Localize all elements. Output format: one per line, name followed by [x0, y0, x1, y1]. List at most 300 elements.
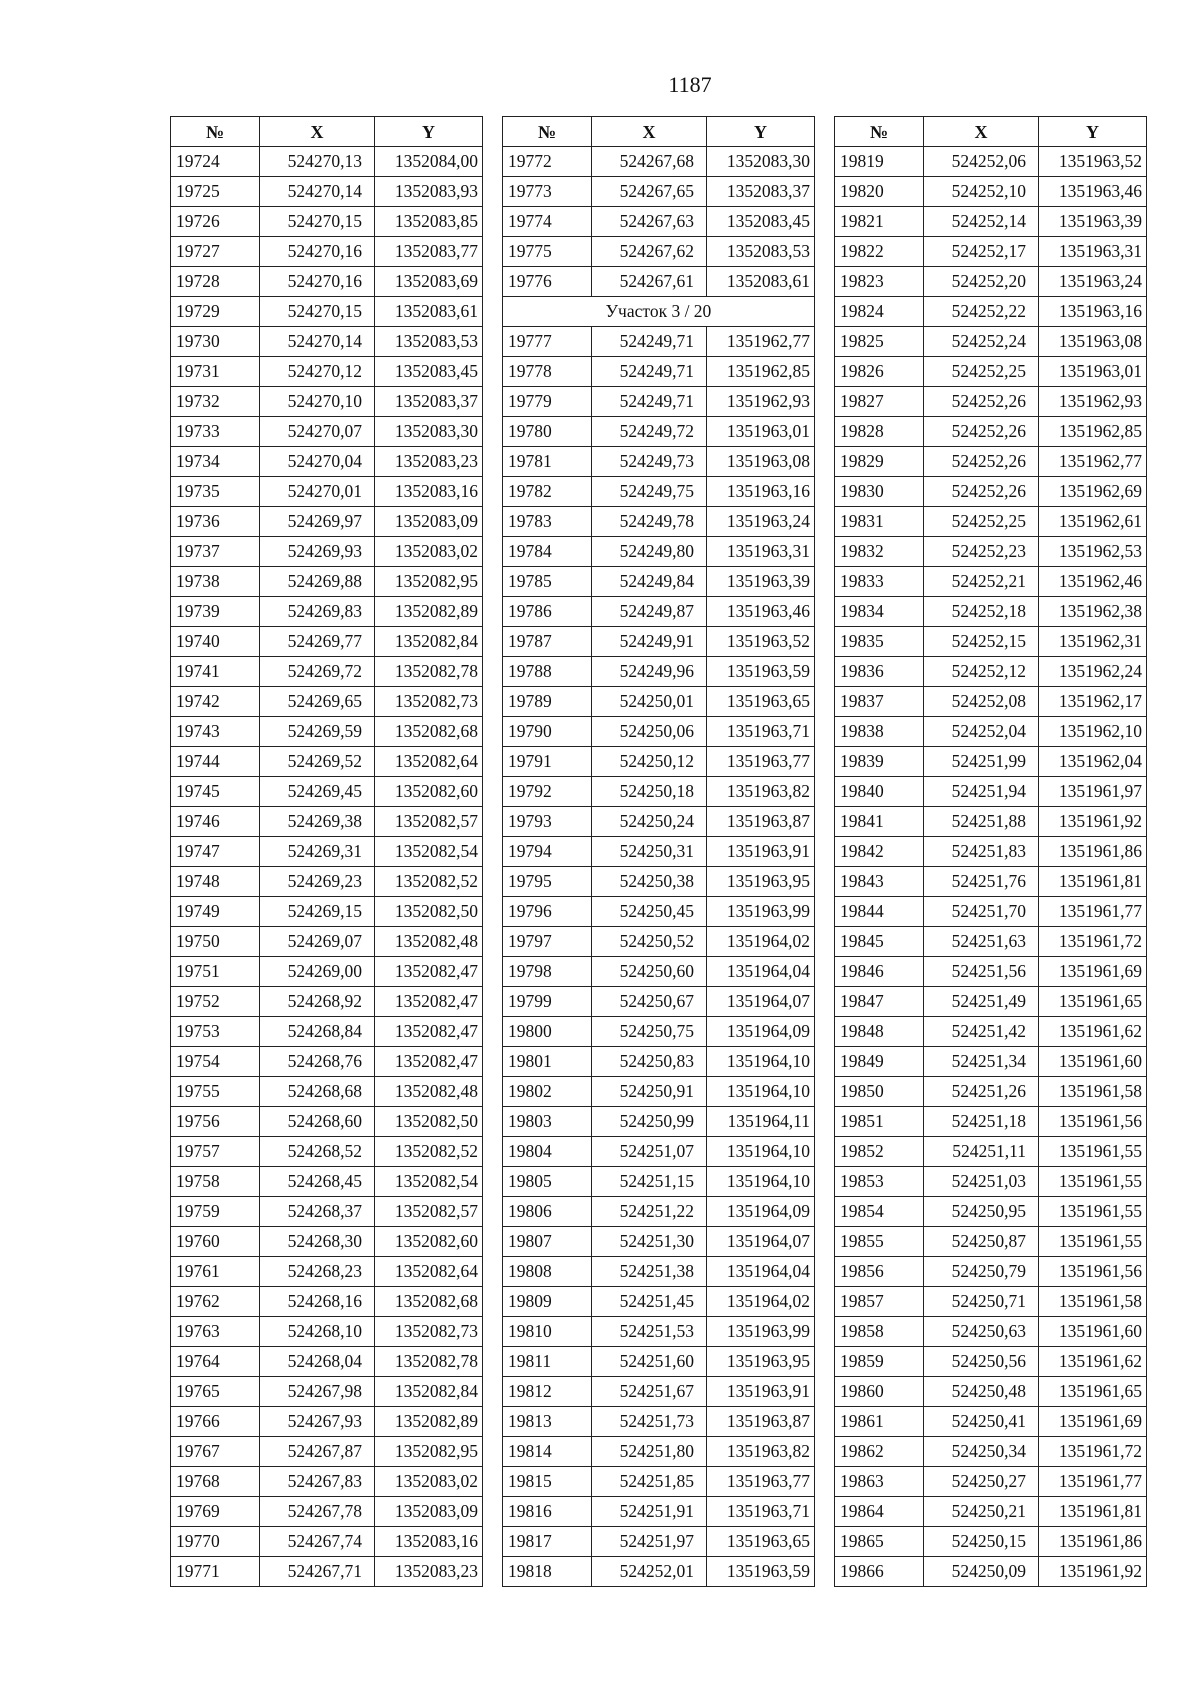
x-coordinate-cell: 524250,95	[924, 1197, 1039, 1227]
y-coordinate-cell: 1351961,81	[1039, 867, 1147, 897]
y-coordinate-cell: 1351961,55	[1039, 1167, 1147, 1197]
table-row	[835, 1317, 1147, 1347]
x-coordinate-cell: 524251,49	[924, 987, 1039, 1017]
x-coordinate-cell: 524267,62	[592, 237, 707, 267]
point-number-cell: 19805	[503, 1167, 592, 1197]
table-row	[503, 1107, 815, 1137]
table-row	[171, 1257, 483, 1287]
table-row	[503, 777, 815, 807]
point-number-cell: 19843	[835, 867, 924, 897]
x-coordinate-cell: 524251,18	[924, 1107, 1039, 1137]
x-coordinate-cell: 524270,04	[260, 447, 375, 477]
x-coordinate-cell: 524267,87	[260, 1437, 375, 1467]
table-row	[503, 507, 815, 537]
table-row	[171, 957, 483, 987]
point-number-cell: 19735	[171, 477, 260, 507]
y-coordinate-cell: 1351963,95	[707, 867, 815, 897]
point-number-cell: 19743	[171, 717, 260, 747]
point-number-cell: 19731	[171, 357, 260, 387]
y-coordinate-cell: 1351963,95	[707, 1347, 815, 1377]
y-coordinate-cell: 1351963,39	[707, 567, 815, 597]
point-number-cell: 19824	[835, 297, 924, 327]
y-coordinate-cell: 1352082,54	[375, 837, 483, 867]
x-coordinate-cell: 524250,79	[924, 1257, 1039, 1287]
y-coordinate-cell: 1351961,69	[1039, 1407, 1147, 1437]
table-row	[835, 1437, 1147, 1467]
point-number-cell: 19845	[835, 927, 924, 957]
point-number-cell: 19773	[503, 177, 592, 207]
x-coordinate-cell: 524250,12	[592, 747, 707, 777]
y-coordinate-cell: 1351961,56	[1039, 1257, 1147, 1287]
table-row	[503, 237, 815, 267]
x-coordinate-cell: 524250,60	[592, 957, 707, 987]
y-coordinate-cell: 1351961,69	[1039, 957, 1147, 987]
point-number-cell: 19849	[835, 1047, 924, 1077]
table-row	[835, 1527, 1147, 1557]
table-row	[503, 267, 815, 297]
x-coordinate-cell: 524252,10	[924, 177, 1039, 207]
point-number-cell: 19793	[503, 807, 592, 837]
table-row	[171, 177, 483, 207]
x-coordinate-cell: 524269,00	[260, 957, 375, 987]
y-coordinate-cell: 1351964,09	[707, 1017, 815, 1047]
table-row	[171, 297, 483, 327]
y-coordinate-cell: 1352083,30	[375, 417, 483, 447]
y-coordinate-cell: 1351964,07	[707, 987, 815, 1017]
y-coordinate-cell: 1351964,10	[707, 1047, 815, 1077]
table-row	[835, 1497, 1147, 1527]
x-coordinate-cell: 524250,09	[924, 1557, 1039, 1587]
table-row	[835, 447, 1147, 477]
x-coordinate-cell: 524250,45	[592, 897, 707, 927]
point-number-cell: 19755	[171, 1077, 260, 1107]
point-number-cell: 19828	[835, 417, 924, 447]
y-coordinate-cell: 1351963,46	[707, 597, 815, 627]
point-number-cell: 19738	[171, 567, 260, 597]
point-number-cell: 19780	[503, 417, 592, 447]
y-coordinate-cell: 1351961,60	[1039, 1317, 1147, 1347]
y-coordinate-cell: 1351962,31	[1039, 627, 1147, 657]
x-coordinate-cell: 524250,34	[924, 1437, 1039, 1467]
table-row	[503, 897, 815, 927]
x-coordinate-cell: 524250,48	[924, 1377, 1039, 1407]
y-coordinate-cell: 1351963,77	[707, 1467, 815, 1497]
point-number-cell: 19835	[835, 627, 924, 657]
y-coordinate-cell: 1352083,61	[375, 297, 483, 327]
y-coordinate-cell: 1352082,57	[375, 807, 483, 837]
point-number-cell: 19762	[171, 1287, 260, 1317]
x-coordinate-cell: 524251,76	[924, 867, 1039, 897]
x-coordinate-cell: 524270,13	[260, 147, 375, 177]
point-number-cell: 19784	[503, 537, 592, 567]
x-coordinate-cell: 524270,12	[260, 357, 375, 387]
y-coordinate-cell: 1351964,10	[707, 1137, 815, 1167]
x-coordinate-cell: 524252,08	[924, 687, 1039, 717]
y-coordinate-cell: 1351963,65	[707, 687, 815, 717]
x-coordinate-cell: 524249,91	[592, 627, 707, 657]
x-coordinate-cell: 524269,83	[260, 597, 375, 627]
y-coordinate-cell: 1351964,09	[707, 1197, 815, 1227]
table-row	[835, 327, 1147, 357]
table-row	[503, 1137, 815, 1167]
x-coordinate-cell: 524249,78	[592, 507, 707, 537]
y-coordinate-cell: 1352082,50	[375, 897, 483, 927]
x-coordinate-cell: 524252,26	[924, 417, 1039, 447]
x-coordinate-cell: 524250,67	[592, 987, 707, 1017]
point-number-cell: 19789	[503, 687, 592, 717]
column-header-y: Y	[375, 117, 483, 147]
point-number-cell: 19767	[171, 1437, 260, 1467]
table-row	[503, 1467, 815, 1497]
table-row	[503, 867, 815, 897]
x-coordinate-cell: 524270,16	[260, 237, 375, 267]
point-number-cell: 19839	[835, 747, 924, 777]
point-number-cell: 19806	[503, 1197, 592, 1227]
point-number-cell: 19751	[171, 957, 260, 987]
table-row	[503, 207, 815, 237]
point-number-cell: 19787	[503, 627, 592, 657]
y-coordinate-cell: 1352084,00	[375, 147, 483, 177]
y-coordinate-cell: 1352083,37	[707, 177, 815, 207]
x-coordinate-cell: 524249,80	[592, 537, 707, 567]
point-number-cell: 19848	[835, 1017, 924, 1047]
x-coordinate-cell: 524252,22	[924, 297, 1039, 327]
x-coordinate-cell: 524270,10	[260, 387, 375, 417]
x-coordinate-cell: 524269,07	[260, 927, 375, 957]
point-number-cell: 19765	[171, 1377, 260, 1407]
table-row	[503, 1437, 815, 1467]
table-row	[835, 657, 1147, 687]
x-coordinate-cell: 524268,23	[260, 1257, 375, 1287]
y-coordinate-cell: 1351962,77	[707, 327, 815, 357]
x-coordinate-cell: 524251,34	[924, 1047, 1039, 1077]
x-coordinate-cell: 524251,83	[924, 837, 1039, 867]
point-number-cell: 19826	[835, 357, 924, 387]
table-row	[503, 477, 815, 507]
y-coordinate-cell: 1352082,48	[375, 927, 483, 957]
x-coordinate-cell: 524252,24	[924, 327, 1039, 357]
y-coordinate-cell: 1351963,87	[707, 807, 815, 837]
x-coordinate-cell: 524252,20	[924, 267, 1039, 297]
table-row	[503, 447, 815, 477]
y-coordinate-cell: 1352083,45	[707, 207, 815, 237]
table-row	[171, 507, 483, 537]
x-coordinate-cell: 524267,61	[592, 267, 707, 297]
x-coordinate-cell: 524270,16	[260, 267, 375, 297]
x-coordinate-cell: 524251,99	[924, 747, 1039, 777]
table-row	[171, 777, 483, 807]
point-number-cell: 19760	[171, 1227, 260, 1257]
y-coordinate-cell: 1352083,77	[375, 237, 483, 267]
section-row	[503, 297, 815, 327]
x-coordinate-cell: 524251,63	[924, 927, 1039, 957]
x-coordinate-cell: 524250,87	[924, 1227, 1039, 1257]
column-header-y: Y	[1039, 117, 1147, 147]
point-number-cell: 19847	[835, 987, 924, 1017]
point-number-cell: 19830	[835, 477, 924, 507]
table-row	[171, 1557, 483, 1587]
point-number-cell: 19852	[835, 1137, 924, 1167]
table-row	[503, 1347, 815, 1377]
y-coordinate-cell: 1351964,02	[707, 927, 815, 957]
y-coordinate-cell: 1351963,99	[707, 1317, 815, 1347]
table-row	[171, 1077, 483, 1107]
x-coordinate-cell: 524251,97	[592, 1527, 707, 1557]
point-number-cell: 19739	[171, 597, 260, 627]
point-number-cell: 19764	[171, 1347, 260, 1377]
x-coordinate-cell: 524251,88	[924, 807, 1039, 837]
y-coordinate-cell: 1351961,55	[1039, 1197, 1147, 1227]
y-coordinate-cell: 1351963,01	[707, 417, 815, 447]
table-row	[171, 747, 483, 777]
y-coordinate-cell: 1352082,60	[375, 1227, 483, 1257]
y-coordinate-cell: 1352083,09	[375, 1497, 483, 1527]
x-coordinate-cell: 524250,41	[924, 1407, 1039, 1437]
y-coordinate-cell: 1351961,58	[1039, 1287, 1147, 1317]
point-number-cell: 19840	[835, 777, 924, 807]
x-coordinate-cell: 524251,53	[592, 1317, 707, 1347]
y-coordinate-cell: 1351961,55	[1039, 1137, 1147, 1167]
y-coordinate-cell: 1352082,68	[375, 717, 483, 747]
y-coordinate-cell: 1352083,16	[375, 1527, 483, 1557]
x-coordinate-cell: 524268,04	[260, 1347, 375, 1377]
x-coordinate-cell: 524250,21	[924, 1497, 1039, 1527]
x-coordinate-cell: 524250,83	[592, 1047, 707, 1077]
point-number-cell: 19797	[503, 927, 592, 957]
table-row	[835, 1407, 1147, 1437]
point-number-cell: 19862	[835, 1437, 924, 1467]
x-coordinate-cell: 524251,56	[924, 957, 1039, 987]
y-coordinate-cell: 1351963,01	[1039, 357, 1147, 387]
point-number-cell: 19837	[835, 687, 924, 717]
point-number-cell: 19812	[503, 1377, 592, 1407]
point-number-cell: 19777	[503, 327, 592, 357]
x-coordinate-cell: 524249,71	[592, 387, 707, 417]
point-number-cell: 19825	[835, 327, 924, 357]
table-row	[835, 777, 1147, 807]
table-row	[171, 1467, 483, 1497]
y-coordinate-cell: 1352082,89	[375, 597, 483, 627]
table-row	[503, 1227, 815, 1257]
y-coordinate-cell: 1352082,47	[375, 987, 483, 1017]
y-coordinate-cell: 1351964,02	[707, 1287, 815, 1317]
table-row	[835, 597, 1147, 627]
y-coordinate-cell: 1352082,89	[375, 1407, 483, 1437]
x-coordinate-cell: 524268,45	[260, 1167, 375, 1197]
point-number-cell: 19854	[835, 1197, 924, 1227]
x-coordinate-cell: 524251,42	[924, 1017, 1039, 1047]
x-coordinate-cell: 524250,06	[592, 717, 707, 747]
table-row	[171, 207, 483, 237]
x-coordinate-cell: 524250,01	[592, 687, 707, 717]
y-coordinate-cell: 1352082,95	[375, 567, 483, 597]
table-row	[835, 417, 1147, 447]
point-number-cell: 19850	[835, 1077, 924, 1107]
table-row	[835, 1137, 1147, 1167]
x-coordinate-cell: 524252,12	[924, 657, 1039, 687]
point-number-cell: 19858	[835, 1317, 924, 1347]
x-coordinate-cell: 524270,14	[260, 177, 375, 207]
column-header-number: №	[835, 117, 924, 147]
y-coordinate-cell: 1351961,77	[1039, 897, 1147, 927]
point-number-cell: 19778	[503, 357, 592, 387]
table-row	[171, 807, 483, 837]
table-row	[171, 1347, 483, 1377]
point-number-cell: 19728	[171, 267, 260, 297]
table-row	[503, 417, 815, 447]
table-row	[835, 627, 1147, 657]
y-coordinate-cell: 1352083,93	[375, 177, 483, 207]
table-row	[835, 1467, 1147, 1497]
table-row	[835, 1377, 1147, 1407]
point-number-cell: 19796	[503, 897, 592, 927]
table-row	[171, 567, 483, 597]
column-header-y: Y	[707, 117, 815, 147]
y-coordinate-cell: 1351962,24	[1039, 657, 1147, 687]
y-coordinate-cell: 1351962,53	[1039, 537, 1147, 567]
y-coordinate-cell: 1351963,08	[1039, 327, 1147, 357]
y-coordinate-cell: 1351962,93	[1039, 387, 1147, 417]
x-coordinate-cell: 524251,73	[592, 1407, 707, 1437]
table-row	[503, 1317, 815, 1347]
table-row	[171, 927, 483, 957]
table-row	[835, 1107, 1147, 1137]
y-coordinate-cell: 1351962,38	[1039, 597, 1147, 627]
y-coordinate-cell: 1351963,87	[707, 1407, 815, 1437]
y-coordinate-cell: 1351964,04	[707, 1257, 815, 1287]
point-number-cell: 19855	[835, 1227, 924, 1257]
x-coordinate-cell: 524269,97	[260, 507, 375, 537]
point-number-cell: 19745	[171, 777, 260, 807]
table-row	[171, 837, 483, 867]
y-coordinate-cell: 1352083,61	[707, 267, 815, 297]
point-number-cell: 19818	[503, 1557, 592, 1587]
table-row	[835, 207, 1147, 237]
coordinates-table-3	[834, 116, 1147, 1587]
table-row	[503, 747, 815, 777]
coordinates-table-1	[170, 116, 483, 1587]
point-number-cell: 19788	[503, 657, 592, 687]
point-number-cell: 19863	[835, 1467, 924, 1497]
y-coordinate-cell: 1351964,10	[707, 1077, 815, 1107]
table-row	[503, 1197, 815, 1227]
y-coordinate-cell: 1351963,71	[707, 717, 815, 747]
x-coordinate-cell: 524249,75	[592, 477, 707, 507]
point-number-cell: 19833	[835, 567, 924, 597]
x-coordinate-cell: 524252,01	[592, 1557, 707, 1587]
y-coordinate-cell: 1351961,56	[1039, 1107, 1147, 1137]
y-coordinate-cell: 1351961,97	[1039, 777, 1147, 807]
column-header-number: №	[503, 117, 592, 147]
point-number-cell: 19800	[503, 1017, 592, 1047]
point-number-cell: 19753	[171, 1017, 260, 1047]
y-coordinate-cell: 1352082,48	[375, 1077, 483, 1107]
x-coordinate-cell: 524267,63	[592, 207, 707, 237]
point-number-cell: 19820	[835, 177, 924, 207]
x-coordinate-cell: 524251,38	[592, 1257, 707, 1287]
x-coordinate-cell: 524249,73	[592, 447, 707, 477]
x-coordinate-cell: 524268,10	[260, 1317, 375, 1347]
table-row	[503, 1017, 815, 1047]
y-coordinate-cell: 1351963,08	[707, 447, 815, 477]
point-number-cell: 19785	[503, 567, 592, 597]
table-row	[835, 807, 1147, 837]
point-number-cell: 19750	[171, 927, 260, 957]
x-coordinate-cell: 524249,71	[592, 327, 707, 357]
table-row	[835, 1347, 1147, 1377]
y-coordinate-cell: 1351961,92	[1039, 1557, 1147, 1587]
point-number-cell: 19819	[835, 147, 924, 177]
table-row	[171, 897, 483, 927]
x-coordinate-cell: 524252,25	[924, 507, 1039, 537]
y-coordinate-cell: 1351962,69	[1039, 477, 1147, 507]
y-coordinate-cell: 1351962,61	[1039, 507, 1147, 537]
point-number-cell: 19790	[503, 717, 592, 747]
y-coordinate-cell: 1352082,60	[375, 777, 483, 807]
point-number-cell: 19857	[835, 1287, 924, 1317]
y-coordinate-cell: 1351962,85	[1039, 417, 1147, 447]
point-number-cell: 19798	[503, 957, 592, 987]
x-coordinate-cell: 524268,52	[260, 1137, 375, 1167]
y-coordinate-cell: 1351961,65	[1039, 987, 1147, 1017]
x-coordinate-cell: 524250,31	[592, 837, 707, 867]
x-coordinate-cell: 524251,22	[592, 1197, 707, 1227]
y-coordinate-cell: 1351961,72	[1039, 1437, 1147, 1467]
table-row	[171, 447, 483, 477]
x-coordinate-cell: 524269,45	[260, 777, 375, 807]
y-coordinate-cell: 1351962,85	[707, 357, 815, 387]
y-coordinate-cell: 1352082,47	[375, 1017, 483, 1047]
x-coordinate-cell: 524249,87	[592, 597, 707, 627]
table-row	[171, 1317, 483, 1347]
y-coordinate-cell: 1351961,65	[1039, 1377, 1147, 1407]
table-row	[171, 537, 483, 567]
table-row	[171, 327, 483, 357]
y-coordinate-cell: 1351962,17	[1039, 687, 1147, 717]
point-number-cell: 19759	[171, 1197, 260, 1227]
point-number-cell: 19733	[171, 417, 260, 447]
point-number-cell: 19724	[171, 147, 260, 177]
table-row	[503, 1077, 815, 1107]
y-coordinate-cell: 1351963,65	[707, 1527, 815, 1557]
x-coordinate-cell: 524251,80	[592, 1437, 707, 1467]
table-row	[503, 327, 815, 357]
y-coordinate-cell: 1352082,78	[375, 657, 483, 687]
table-row	[503, 1287, 815, 1317]
table-row	[171, 1287, 483, 1317]
y-coordinate-cell: 1351962,10	[1039, 717, 1147, 747]
table-row	[171, 1437, 483, 1467]
point-number-cell: 19814	[503, 1437, 592, 1467]
table-row	[835, 507, 1147, 537]
point-number-cell: 19779	[503, 387, 592, 417]
point-number-cell: 19768	[171, 1467, 260, 1497]
point-number-cell: 19846	[835, 957, 924, 987]
x-coordinate-cell: 524268,37	[260, 1197, 375, 1227]
point-number-cell: 19802	[503, 1077, 592, 1107]
point-number-cell: 19726	[171, 207, 260, 237]
table-row	[503, 1557, 815, 1587]
y-coordinate-cell: 1352083,30	[707, 147, 815, 177]
y-coordinate-cell: 1352082,84	[375, 627, 483, 657]
y-coordinate-cell: 1352083,02	[375, 1467, 483, 1497]
y-coordinate-cell: 1352083,85	[375, 207, 483, 237]
y-coordinate-cell: 1351963,77	[707, 747, 815, 777]
table-row	[171, 657, 483, 687]
point-number-cell: 19742	[171, 687, 260, 717]
table-row	[835, 1227, 1147, 1257]
table-row	[835, 237, 1147, 267]
